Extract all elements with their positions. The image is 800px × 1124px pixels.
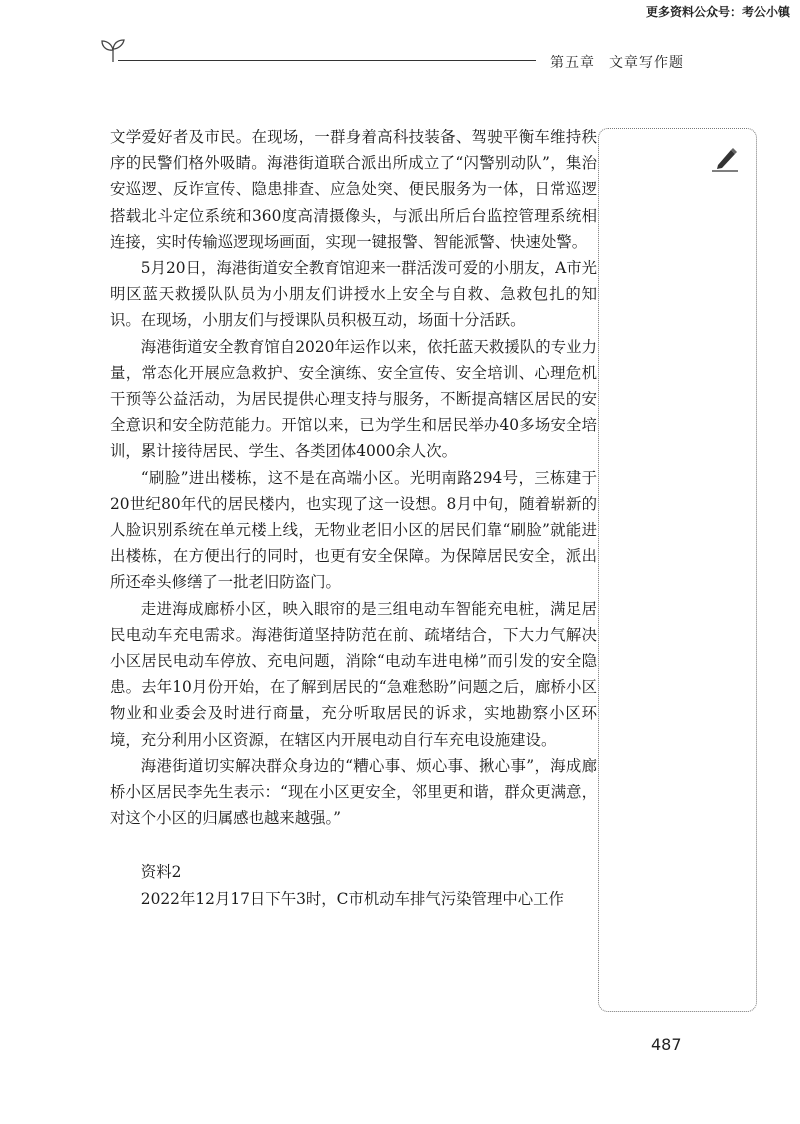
- running-header: [550, 52, 698, 72]
- chapter-title: 文章写作题: [609, 55, 684, 71]
- material-heading: 资料2: [140, 863, 182, 882]
- page-number: 487: [651, 1035, 682, 1054]
- body-text: [110, 124, 597, 912]
- paragraph: 海港街道安全教育馆自2020年运作以来，依托蓝天救援队的专业力量，常态化开展应急救护、安全演练、安全宣传、安全培训、心理危机干预等公益活动，为居民提供心理支持与服务，不断提高辖区居民的安全意识和安全防范能力。开馆以来，已为学生和居民举办40多场安全培训，累计接待居民、学生、各类团体4000余人次。: [110, 337, 597, 461]
- paragraph: 海港街道切实解决群众身边的“糟心事、烦心事、揪心事”，海成廊桥小区居民李先生表示：“现在小区更安全，邻里更和谐，群众更满意，对这个小区的归属感也越来越强。”: [110, 756, 597, 828]
- watermark-text: 更多资料公众号：考公小镇: [645, 5, 790, 19]
- header-rule: [118, 60, 536, 61]
- notes-box: [598, 128, 757, 1012]
- paragraph: 2022年12月17日下午3时，C市机动车排气污染管理中心工作: [140, 889, 564, 908]
- paragraph: 文学爱好者及市民。在现场，一群身着高科技装备、驾驶平衡车维持秩序的民警们格外吸睛。海港街道联合派出所成立了“闪警别动队”，集治安巡逻、反诈宣传、隐患排查、应急处突、便民服务为一体，日常巡逻搭载北斗定位系统和360度高清摄像头，与派出所后台监控管理系统相连接，实时传输巡逻现场画面，实现一键报警、智能派警、快速处警。: [110, 128, 597, 251]
- paragraph: 5月20日，海港街道安全教育馆迎来一群活泼可爱的小朋友，A市光明区蓝天救援队队员为小朋友们讲授水上安全与自救、急救包扎的知识。在现场，小朋友们与授课队员积极互动，场面十分活跃。: [110, 259, 597, 330]
- pencil-icon: [710, 145, 740, 173]
- paragraph: “刷脸”进出楼栋，这不是在高端小区。光明南路294号，三栋建于20世纪80年代的居民楼内，也实现了这一设想。8月中旬，随着崭新的人脸识别系统在单元楼上线，无物业老旧小区的居民们靠“刷脸”就能进出楼栋，在方便出行的同时，也更有安全保障。为保障居民安全，派出所还牵头修缮了一批老旧防盗门。: [110, 468, 597, 592]
- chapter-number: 第五章: [550, 55, 595, 71]
- paragraph: 走进海成廊桥小区，映入眼帘的是三组电动车智能充电桩，满足居民电动车充电需求。海港街道坚持防范在前、疏堵结合，下大力气解决小区居民电动车停放、充电问题，消除“电动车进电梯”而引发的安全隐患。去年10月份开始，在了解到居民的“急难愁盼”问题之后，廊桥小区物业和业委会及时进行商量，充分听取居民的诉求，实地勘察小区环境，充分利用小区资源，在辖区内开展电动自行车充电设施建设。: [110, 599, 597, 749]
